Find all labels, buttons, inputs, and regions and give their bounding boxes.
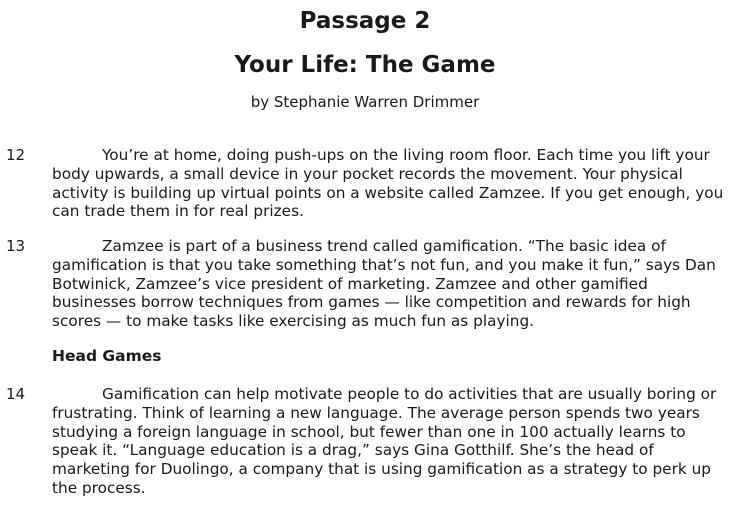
paragraph-number-12: 12 bbox=[6, 146, 26, 164]
passage-label: Passage 2 bbox=[299, 8, 431, 34]
paragraph-number-13: 13 bbox=[6, 237, 26, 255]
paragraph-12: You’re at home, doing push-ups on the living room floor. Each time you lift your body upwards, a small device in your pocket records the movement. Your physical activity is building up virtual points on a website called Zamzee. If you get enough, you can trade them in for real prizes. bbox=[52, 146, 724, 221]
paragraph-13: Zamzee is part of a business trend called gamification. “The basic idea of gamification is that you take something that’s not fun, and you make it fun,” says Dan Botwinick, Zamzee’s vice president of marketing. Zamzee and other gamified businesses borrow techniques from games — like competition and rewards for high scores — to make tasks like exercising as much fun as playing. bbox=[52, 237, 716, 331]
article-title: Your Life: The Game bbox=[234, 52, 496, 78]
section-heading: Head Games bbox=[52, 347, 162, 365]
byline: by Stephanie Warren Drimmer bbox=[250, 93, 480, 111]
paragraph-14: Gamification can help motivate people to do activities that are usually boring or frustrating. Think of learning a new language. The average person spends two years studying a foreign language in school, but fewer than one in 100 actually learns to speak it. “Language education is a drag,” says Gina Gotthilf. She’s the head of marketing for Duolingo, a company that is using gamification as a strategy to perk up the process. bbox=[52, 385, 717, 497]
paragraph-number-14: 14 bbox=[6, 385, 26, 403]
